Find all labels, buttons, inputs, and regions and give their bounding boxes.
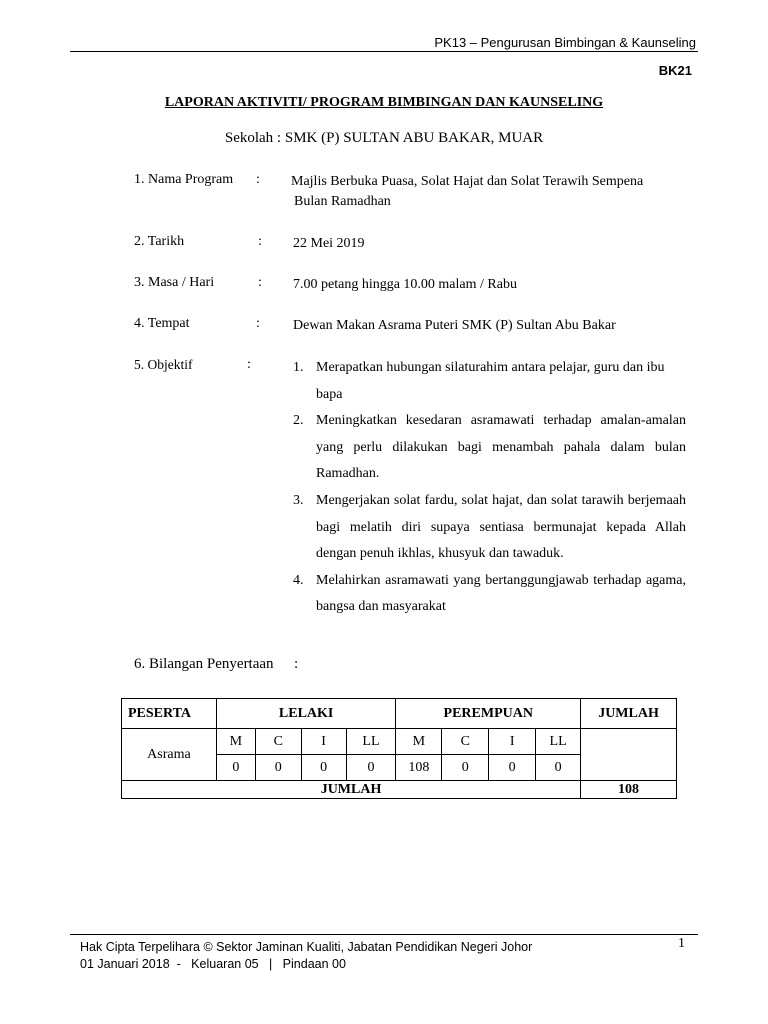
total-label: JUMLAH [122, 781, 581, 799]
objectives-list [293, 355, 686, 621]
field-colon-objective: : [247, 357, 251, 372]
field-colon-time-day: : [258, 275, 262, 290]
subheader-lelaki-i: I [301, 729, 346, 755]
header-rule [70, 51, 698, 52]
header-perempuan: PEREMPUAN [396, 699, 581, 729]
field-value-program-name-line1: Majlis Berbuka Puasa, Solat Hajat dan Solat Terawih Sempena [291, 174, 644, 189]
objective-text: Mengerjakan solat fardu, solat hajat, dan solat tarawih berjemaah bagi melatih diri supaya sentiasa bermunajat kepada Allah dengan penuh ikhlas, khusyuk dan tawaduk. [316, 492, 686, 562]
value-lelaki-i: 0 [301, 755, 346, 781]
participation-colon: : [294, 656, 299, 672]
field-label-date: 2. Tarikh [134, 234, 185, 249]
objective-item [293, 488, 686, 568]
objective-number: 1. [293, 360, 304, 375]
field-label-program-name: 1. Nama Program [134, 172, 234, 187]
objective-number: 2. [293, 413, 304, 429]
footer-edition: 01 Januari 2018 - Keluaran 05 | Pindaan 00 [80, 957, 346, 971]
value-perempuan-i: 0 [489, 755, 536, 781]
value-perempuan-c: 0 [442, 755, 489, 781]
page-number: 1 [678, 936, 685, 951]
report-title: LAPORAN AKTIVITI/ PROGRAM BIMBINGAN DAN KAUNSELING [164, 95, 604, 110]
value-perempuan-m: 108 [396, 755, 442, 781]
value-lelaki-ll: 0 [346, 755, 396, 781]
subheader-lelaki-c: C [255, 729, 301, 755]
value-perempuan-ll: 0 [536, 755, 581, 781]
jumlah-blank-cell [581, 729, 677, 781]
objective-text: Merapatkan hubungan silaturahim antara pelajar, guru dan ibu bapa [316, 360, 665, 402]
participation-label: 6. Bilangan Penyertaan [134, 656, 274, 672]
objective-item [293, 408, 686, 488]
subheader-perempuan-m: M [396, 729, 442, 755]
objective-item [293, 568, 686, 621]
objective-item [293, 355, 686, 408]
field-label-venue: 4. Tempat [134, 316, 190, 331]
value-lelaki-m: 0 [216, 755, 255, 781]
field-value-program-name-line2: Bulan Ramadhan [294, 194, 391, 209]
school-name: Sekolah : SMK (P) SULTAN ABU BAKAR, MUAR [224, 130, 544, 146]
field-label-objective: 5. Objektif [134, 357, 193, 372]
subheader-perempuan-i: I [489, 729, 536, 755]
field-label-time-day: 3. Masa / Hari [134, 275, 215, 290]
header-jumlah: JUMLAH [581, 699, 677, 729]
value-lelaki-c: 0 [255, 755, 301, 781]
header-text: PK13 – Pengurusan Bimbingan & Kaunseling [434, 35, 696, 50]
field-colon-date: : [258, 234, 262, 249]
field-value-time-day: 7.00 petang hingga 10.00 malam / Rabu [293, 277, 517, 292]
subheader-perempuan-c: C [442, 729, 489, 755]
header-peserta: PESERTA [122, 699, 217, 729]
subheader-lelaki-m: M [216, 729, 255, 755]
document-code: BK21 [658, 63, 692, 78]
objective-text: Meningkatkan kesedaran asramawati terhadap amalan-amalan yang perlu dilakukan bagi menambah pahala dalam bulan Ramadhan. [316, 413, 686, 482]
participation-table [121, 698, 677, 799]
subheader-lelaki-ll: LL [346, 729, 396, 755]
footer-rule [70, 934, 698, 935]
total-value: 108 [581, 781, 677, 799]
objective-text: Melahirkan asramawati yang bertanggungjawab terhadap agama, bangsa dan masyarakat [316, 572, 686, 615]
field-value-venue: Dewan Makan Asrama Puteri SMK (P) Sultan Abu Bakar [293, 318, 616, 333]
field-value-date: 22 Mei 2019 [293, 236, 365, 251]
field-colon-venue: : [256, 316, 260, 331]
objective-number: 4. [293, 572, 304, 588]
header-lelaki: LELAKI [216, 699, 396, 729]
footer-copyright: Hak Cipta Terpelihara © Sektor Jaminan Kualiti, Jabatan Pendidikan Negeri Johor [80, 940, 533, 954]
field-colon-program-name: : [256, 172, 260, 187]
objective-number: 3. [293, 492, 304, 508]
subheader-perempuan-ll: LL [536, 729, 581, 755]
row-label-asrama: Asrama [122, 729, 217, 781]
